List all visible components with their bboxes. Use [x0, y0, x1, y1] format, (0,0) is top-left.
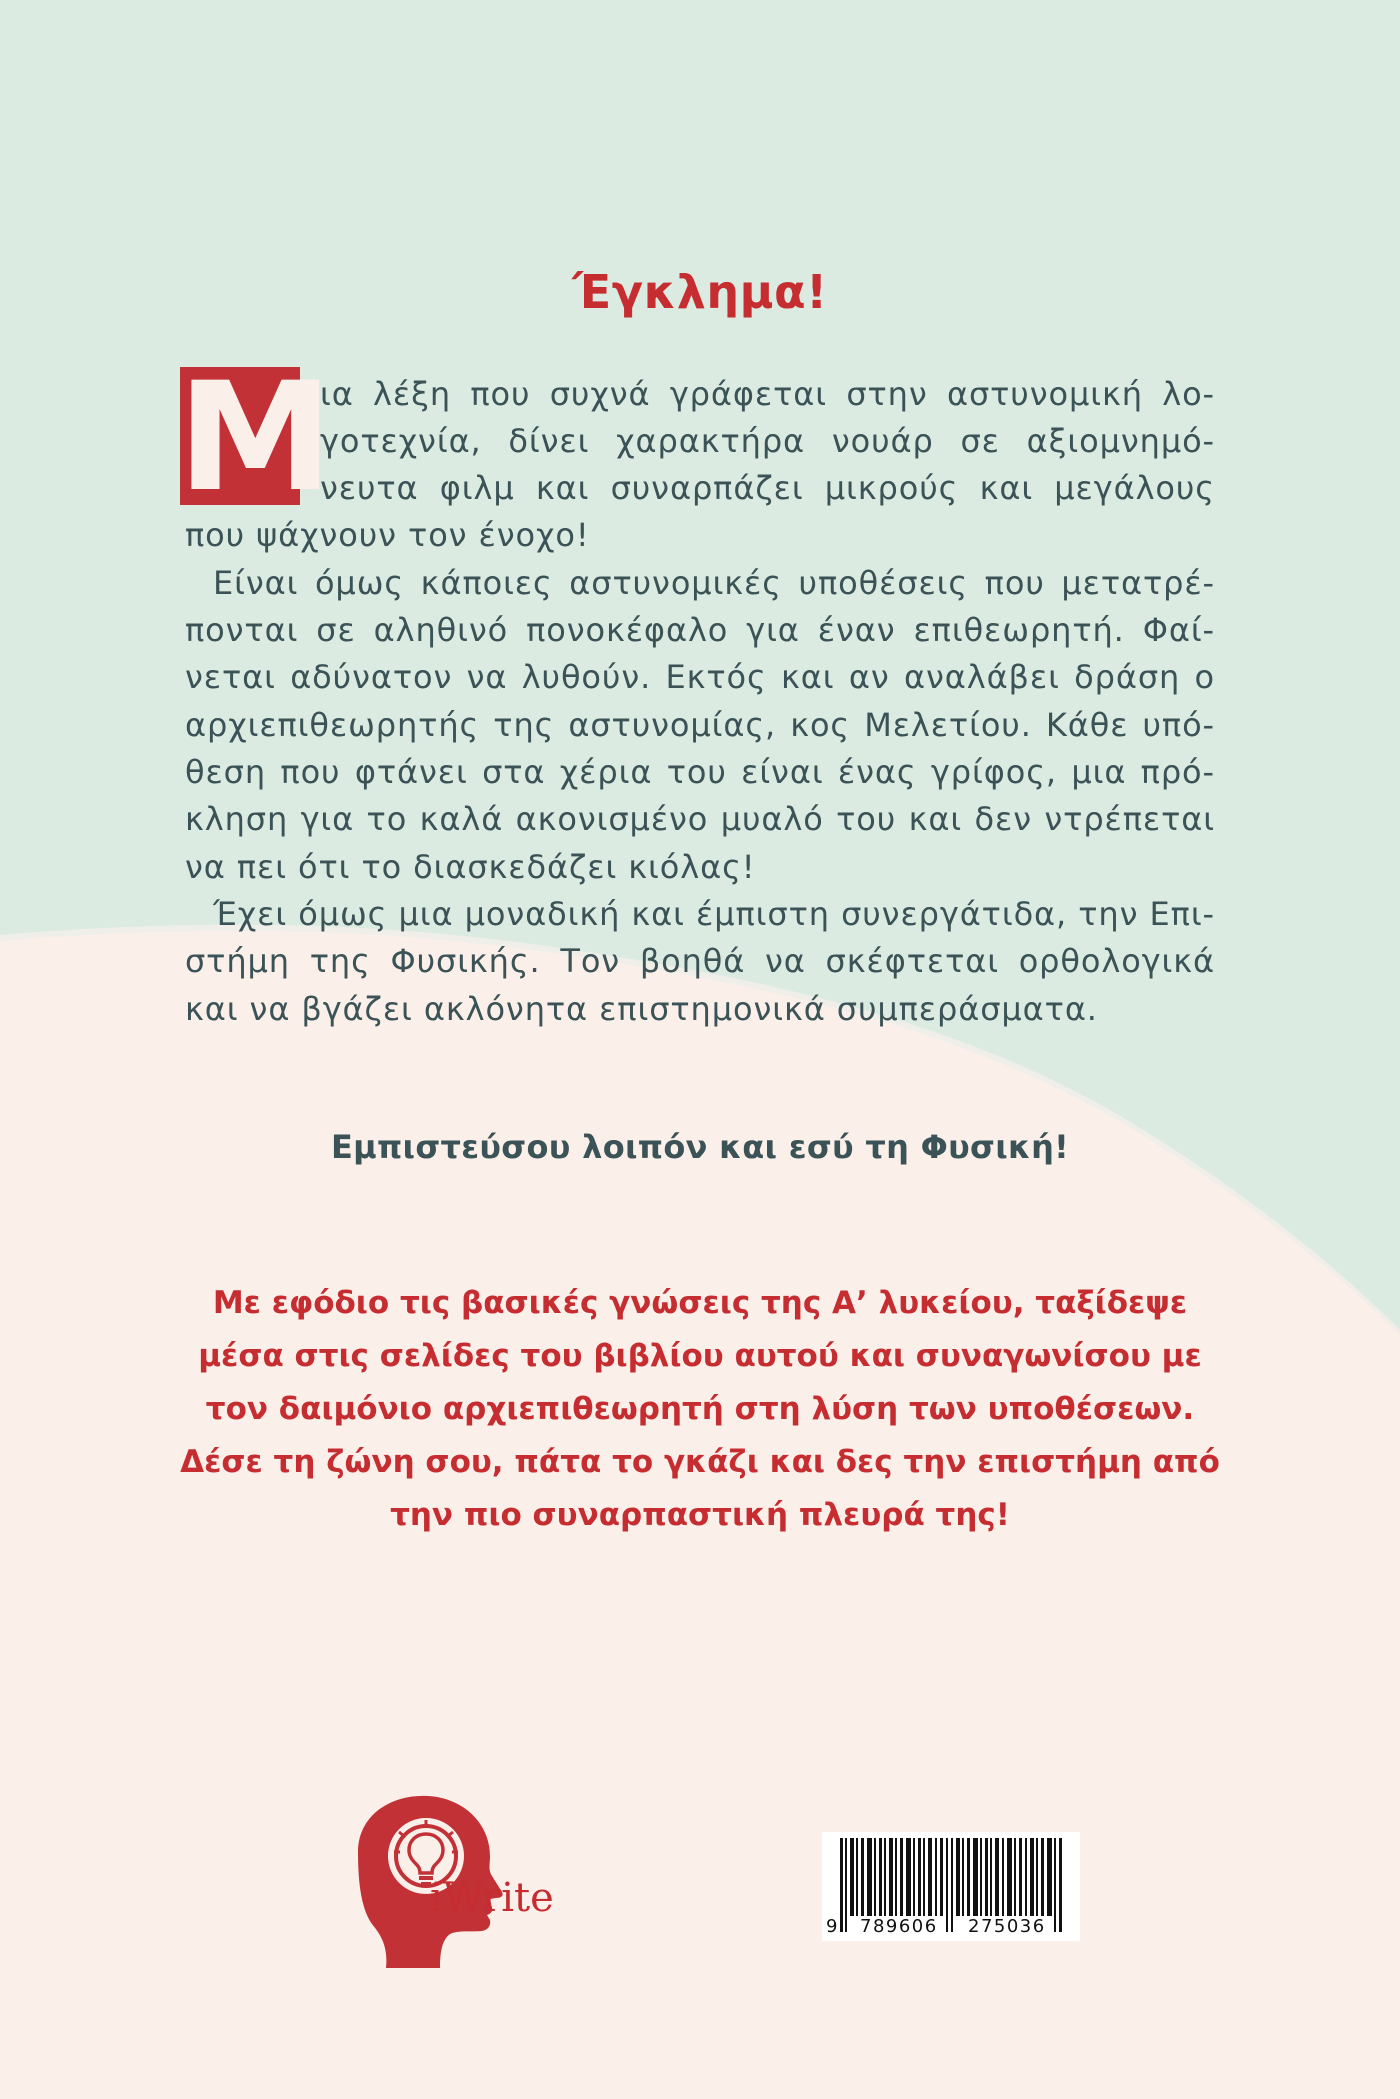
- blurb-line: πονται σε αληθινό πονοκέφαλο για έναν επιθεωρητή. Φαί-: [185, 611, 1215, 649]
- blurb-line: θεση που φτάνει στα χέρια του είναι ένας γρίφος, μια πρό-: [185, 753, 1215, 791]
- promo-line: μέσα στις σελίδες του βιβλίου αυτού και συναγωνίσου με: [198, 1338, 1202, 1374]
- promo-line: Δέσε τη ζώνη σου, πάτα το γκάζι και δες την επιστήμη από: [180, 1444, 1220, 1480]
- blurb-line: να πει ότι το διασκεδάζει κιόλας!: [185, 848, 756, 886]
- blurb-line: γοτεχνία, δίνει χαρακτήρα νουάρ σε αξιομνημό-: [320, 422, 1215, 460]
- promo-line: τον δαιμόνιο αρχιεπιθεωρητή στη λύση των υποθέσεων.: [205, 1391, 1195, 1427]
- blurb-line: και να βγάζει ακλόνητα επιστημονικά συμπεράσματα.: [185, 990, 1098, 1028]
- isbn-digit-prefix: 9: [826, 1916, 838, 1937]
- blurb-line: Έχει όμως μια μοναδική και έμπιστη συνεργάτιδα, την Επι-: [213, 895, 1215, 933]
- isbn-digits-right: 275036: [968, 1916, 1046, 1937]
- blurb-line: που ψάχνουν τον ένοχο!: [185, 516, 590, 554]
- promo-line: την πιο συναρπαστική πλευρά της!: [390, 1497, 1010, 1533]
- isbn-barcode: [822, 1832, 1080, 1941]
- drop-cap-letter: Μ: [177, 351, 328, 525]
- blurb-line: Είναι όμως κάποιες αστυνομικές υποθέσεις που μετατρέ-: [213, 564, 1215, 602]
- promo-line: Με εφόδιο τις βασικές γνώσεις της Α’ λυκείου, ταξίδεψε: [212, 1285, 1188, 1321]
- blurb-line: αρχιεπιθεωρητής της αστυνομίας, κος Μελετίου. Κάθε υπό-: [185, 706, 1215, 744]
- blurb-line: νεται αδύνατον να λυθούν. Εκτός και αν αναλάβει δράση ο: [185, 658, 1215, 696]
- publisher-name: iWrite: [430, 1875, 554, 1921]
- isbn-digits-left: 789606: [860, 1916, 938, 1937]
- cover-title: Έγκλημα!: [572, 265, 828, 319]
- blurb-line: ια λέξη που συχνά γράφεται στην αστυνομική λο-: [320, 375, 1215, 413]
- drop-cap: [177, 351, 328, 525]
- blurb-line: κληση για το καλά ακονισμένο μυαλό του και δεν ντρέπεται: [185, 800, 1215, 838]
- blurb-line: νευτα φιλμ και συναρπάζει μικρούς και μεγάλους: [320, 469, 1215, 507]
- slogan: Εμπιστεύσου λοιπόν και εσύ τη Φυσική!: [330, 1128, 1070, 1166]
- blurb-line: στήμη της Φυσικής. Τον βοηθά να σκέφτεται ορθολογικά: [185, 942, 1215, 980]
